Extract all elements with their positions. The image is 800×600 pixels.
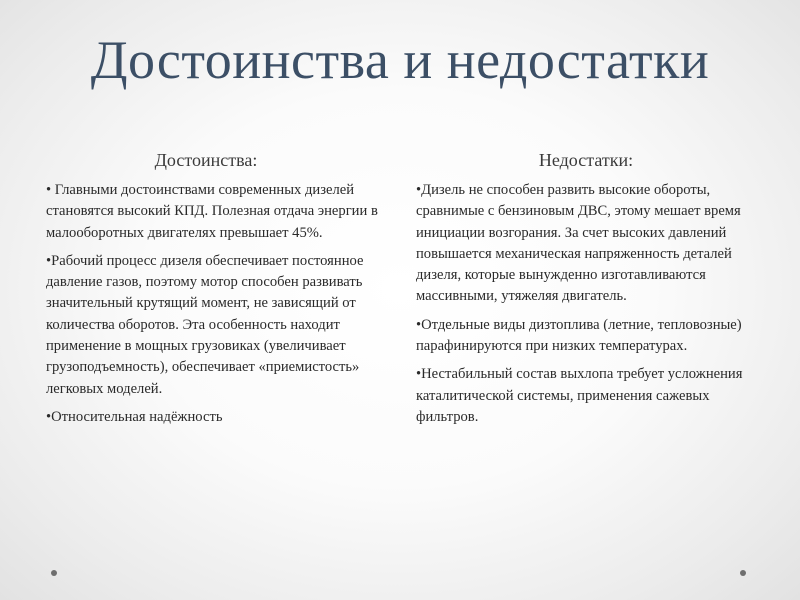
slide-title: Достоинства и недостатки bbox=[90, 30, 710, 90]
disadvantages-heading: Недостатки: bbox=[538, 150, 634, 170]
list-item-text: Относительная надёжность bbox=[51, 408, 223, 425]
list-item-text: Рабочий процесс дизеля обеспечивает постоянное давление газов, поэтому мотор способен развивать значительный крутящий момент, не зависящий от количества оборотов. Эта особенность находит применение в мощных грузовиках (увеличивает грузоподъемность), обеспечивает «приемистость» легковых моделей. bbox=[46, 252, 364, 397]
list-item-text: Дизель не способен развить высокие обороты, сравнимые с бензиновым ДВС, этому мешает время инициации возгорания. За счет высоких давлений повышается механическая напряженность деталей дизеля, которые вынужденно изготавливаются массивными, утяжеляя двигатель. bbox=[416, 182, 741, 305]
advantages-column bbox=[46, 148, 386, 435]
disadvantages-column bbox=[416, 148, 756, 435]
list-item-text: Главными достоинствами современных дизелей становятся высокий КПД. Полезная отдача энергии в малооборотных двигателях превышает 45%. bbox=[46, 182, 378, 241]
dot-icon bbox=[740, 570, 746, 576]
list-item bbox=[46, 251, 386, 400]
bullet-icon: • bbox=[416, 316, 422, 333]
advantages-heading: Достоинства: bbox=[154, 150, 258, 170]
disadvantages-list bbox=[416, 180, 756, 428]
bullet-icon: • bbox=[46, 252, 52, 269]
list-item-text: Нестабильный состав выхлопа требует усложнения каталитической системы, применения сажевых фильтров. bbox=[416, 366, 743, 425]
list-item bbox=[416, 315, 756, 358]
list-item bbox=[416, 180, 756, 308]
list-item bbox=[46, 407, 386, 428]
dot-icon bbox=[51, 570, 57, 576]
bullet-icon: • bbox=[46, 408, 52, 425]
list-item-text: Отдельные виды дизтоплива (летние, тепловозные) парафинируются при низких температурах. bbox=[416, 316, 742, 355]
list-item bbox=[416, 364, 756, 428]
bullet-icon: • bbox=[416, 182, 422, 198]
advantages-list bbox=[46, 180, 386, 428]
bullet-icon: • bbox=[416, 366, 422, 383]
bullet-icon: • bbox=[46, 182, 52, 198]
list-item bbox=[46, 180, 386, 244]
